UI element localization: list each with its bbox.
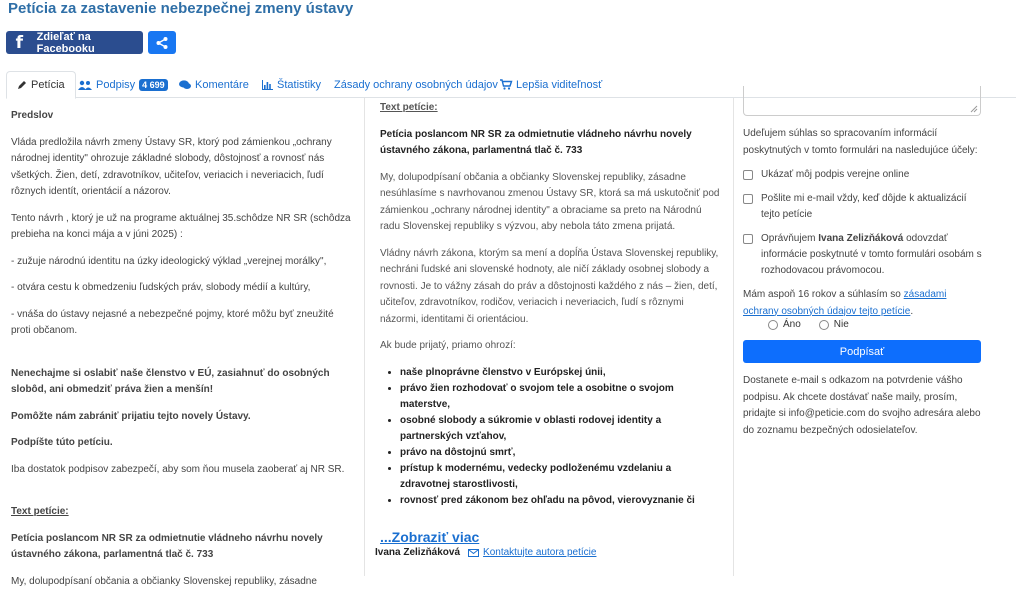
petition-text-heading: Text petície: (380, 102, 438, 113)
tab-podpisy[interactable] (78, 71, 168, 98)
privacy-policy-link[interactable]: zásadami ochrany osobných údajov tejto petície (743, 289, 947, 317)
list-item: • osobné slobody a súkromie v oblasti rodovej identity a partnerských vzťahov, (400, 413, 722, 445)
email-updates-label: Pošlite mi e-mail vždy, keď dôjde k aktualizácií tejto petície (761, 193, 967, 220)
radio-yes-label: Áno (783, 319, 801, 330)
share-data-text: odovzdať informácie poskytnuté v tomto formulári osobám s rozhodovacou právomocou. (761, 233, 982, 276)
petition-text-heading: Text petície: (11, 506, 69, 517)
share-icon (155, 36, 169, 50)
tab-peticia-label: Petícia (31, 79, 65, 91)
petition-paragraph: Ak bude prijatý, priamo ohrozí: (380, 340, 516, 351)
tab-lepsia-viditelnost[interactable] (500, 71, 602, 98)
tab-statistiky[interactable] (262, 71, 321, 98)
threat-list (400, 365, 722, 509)
tab-komentare[interactable] (179, 71, 249, 98)
preface-bullet: - otvára cestu k obmedzeniu ľudských práv, slobody médií a kultúry, (11, 282, 311, 293)
list-item: • právo na dôstojnú smrť, (400, 445, 722, 461)
tab-zasady-label: Zásady ochrany osobných údajov (334, 78, 498, 91)
list-item: • naše plnoprávne členstvo v Európskej únii, (400, 365, 722, 381)
preface-column (11, 108, 354, 600)
share-button[interactable] (148, 31, 176, 54)
tab-zasady[interactable] (334, 71, 498, 98)
facebook-share-button[interactable] (6, 31, 143, 54)
list-item: • právo žien rozhodovať o svojom tele a osobitne o svojom materstve, (400, 381, 722, 413)
age-consent-post: . (910, 305, 914, 317)
consent-section (743, 126, 983, 330)
public-signature-label: Ukázať môj podpis verejne online (761, 169, 910, 180)
tab-statistiky-label: Štatistiky (277, 78, 322, 91)
petition-paragraph: Vládny návrh zákona, ktorým sa mení a dopĺňa Ústava Slovenskej republiky, nechráni ľudské ani slovenské hodnoty, ale ničí základy osobnej slobody a rovnosti. Je to vážny zásah do práv a dôstojnosti každého z nás – žien, detí, učiteľov, zdravotníkov, rodičov, veriacich i neveriacich, ľudí s rôznymi názormi, identitami či orientáciou. (380, 247, 719, 325)
facebook-share-label: Zdieľať na Facebooku (36, 30, 95, 55)
pencil-icon (17, 80, 27, 90)
list-item: • rovnosť pred zákonom bez ohľadu na pôvod, vierovyznanie či (400, 493, 722, 509)
author-line (375, 547, 596, 558)
preface-paragraph: Iba dostatok podpisov zabezpečí, aby som ňou musela zaoberať aj NR SR. (11, 463, 345, 475)
contact-author-label: Kontaktujte autora petície (483, 547, 597, 558)
radio-no-circle[interactable] (819, 320, 829, 330)
petition-title: Petícia poslancom NR SR za odmietnutie vládneho návrhu novely ústavného zákona, parlamentná tlač č. 733 (380, 128, 692, 156)
page-title: Petícia za zastavenie nebezpečnej zmeny ústavy (8, 0, 354, 17)
petition-title: Petícia poslancom NR SR za odmietnutie vládneho návrhu novely ústavného zákona, parlamentná tlač č. 733 (11, 532, 323, 560)
column-divider (364, 98, 365, 576)
list-item: • prístup k modernému, vedecky podloženému vzdelaniu a zdravotnej starostlivosti, (400, 461, 722, 493)
radio-yes-circle[interactable] (768, 320, 778, 330)
sign-button[interactable]: Podpísať (743, 340, 981, 363)
preface-bullet: - zužuje národnú identitu na úzky ideologický výklad „verejnej morálky", (11, 255, 327, 267)
public-signature-checkbox[interactable] (743, 170, 753, 180)
show-more-link[interactable]: ...Zobraziť viac (380, 528, 480, 545)
preface-callout: Pomôžte nám zabrániť prijatiu tejto novely Ústavy. (11, 410, 251, 422)
age-consent-pre: Mám aspoň 16 rokov a súhlasím so (743, 289, 904, 300)
share-data-text: Oprávňujem (761, 233, 819, 244)
consent-intro: Udeľujem súhlas so spracovaním informácií poskytnutých v tomto formulári na nasledujúce účely: (743, 128, 978, 156)
age-consent-text (743, 287, 983, 320)
comments-icon (179, 80, 191, 90)
contact-author-link[interactable] (468, 547, 596, 558)
preface-paragraph: Vláda predložila návrh zmeny Ústavy SR, ktorý pod zámienkou „ochrany národnej identity" ohrozuje základné slobody, dôstojnosť a rovnosť nás všetkých. Žien, detí, zdravotníkov, učiteľov, veriacich i neveriacich, ľudí rôznych identít, orientácií a názorov. (11, 136, 332, 197)
preface-callout: Podpíšte túto petíciu. (11, 437, 113, 448)
share-data-author: Ivana Zelizňáková (818, 233, 904, 244)
petition-paragraph: My, dolupodpísaní občania a občianky Slovenskej republiky, zásadne (11, 575, 317, 587)
petition-column (380, 100, 722, 545)
bar-chart-icon (262, 80, 273, 90)
envelope-icon (468, 549, 479, 557)
petition-paragraph: My, dolupodpísaní občania a občianky Slovenskej republiky, zásadne nesúhlasíme s navrhovanou zmenou Ústavy SR, ktorá sa má uskutočniť pod zámienkou „ochrany národnej identity" a obraciame sa preto na Národnú radu Slovenskej republiky s výzvou, aby nebola táto zmena prijatá. (380, 171, 720, 232)
tab-komentare-label: Komentáre (195, 78, 249, 91)
cart-icon (500, 79, 512, 90)
resize-handle-icon (970, 105, 978, 113)
author-name: Ivana Zelizňáková (375, 547, 461, 558)
consent-row-share (743, 231, 983, 279)
share-data-label (761, 231, 983, 279)
preface-bullet: - vnáša do ústavy nejasné a nebezpečné pojmy, ktoré môžu byť zneužité proti občanom. (11, 308, 334, 336)
sign-note: Dostanete e-mail s odkazom na potvrdenie vášho podpisu. Ak chcete dostávať naše maily, prosím, pridajte si info@peticie.com do svojho adresára alebo do zoznamu bezpečných odosielateľov. (743, 375, 981, 436)
consent-row-updates (743, 191, 983, 223)
users-icon (78, 80, 92, 90)
consent-row-public (743, 167, 983, 183)
age-consent-radios (768, 319, 983, 330)
radio-no-label: Nie (833, 319, 849, 330)
share-data-checkbox[interactable] (743, 234, 753, 244)
preface-heading: Predslov (11, 110, 54, 121)
preface-callout: Nenechajme si oslabiť naše členstvo v EÚ, zasiahnuť do osobných slobôd, ani obmedziť práva žien a menšín! (11, 367, 330, 395)
signature-count-badge: 4 699 (139, 79, 168, 91)
radio-no[interactable] (819, 319, 849, 330)
preface-paragraph: Tento návrh , ktorý je už na programe aktuálnej 35.schôdze NR SR (schôdza prebieha na konci mája a v júni 2025) : (11, 212, 351, 240)
radio-yes[interactable] (768, 319, 801, 330)
facebook-icon: f (15, 32, 23, 53)
comment-textarea[interactable] (743, 86, 981, 116)
tab-peticia[interactable] (6, 71, 76, 99)
email-updates-checkbox[interactable] (743, 194, 753, 204)
tab-podpisy-label: Podpisy (96, 78, 136, 91)
tab-lepsia-viditelnost-label: Lepšia viditeľnosť (516, 78, 603, 91)
column-divider (733, 98, 734, 576)
